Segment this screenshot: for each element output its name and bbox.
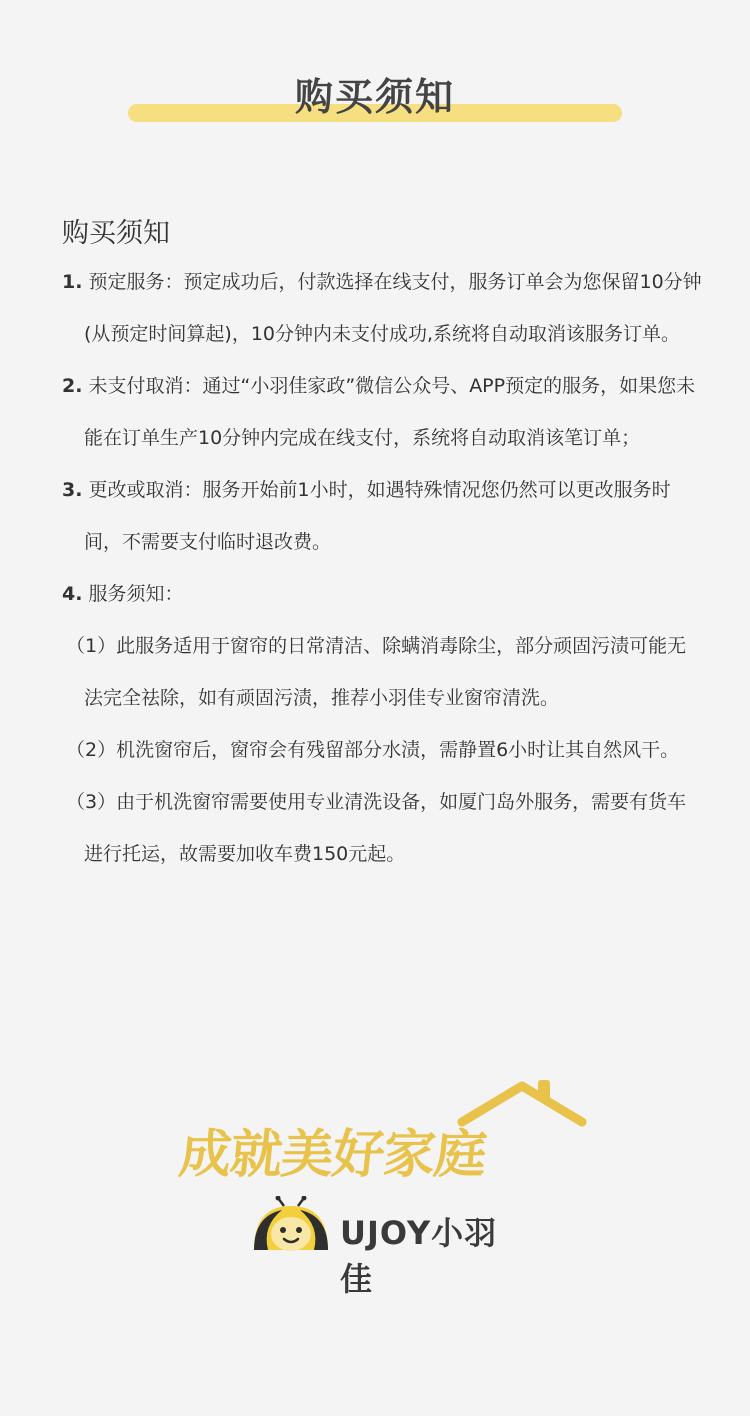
brand-footer bbox=[0, 1078, 750, 1298]
mascot-icon bbox=[248, 1196, 334, 1256]
subitem-text: 由于机洗窗帘需要使用专业清洗设备，如厦门岛外服务，需要有货车进行托运，故需要加收车费150元起。 bbox=[84, 791, 687, 865]
subitem-number: （3） bbox=[66, 791, 117, 813]
item-number: 2. bbox=[62, 375, 83, 397]
page-title: 购买须知 bbox=[294, 75, 455, 119]
brand-logo bbox=[248, 1196, 528, 1298]
notice-heading: 购买须知 bbox=[62, 218, 170, 249]
notice-content bbox=[62, 212, 702, 880]
slogan-logo bbox=[172, 1078, 582, 1188]
notice-item bbox=[62, 568, 702, 620]
notice-subitem bbox=[62, 776, 702, 880]
item-text: 服务须知： bbox=[88, 583, 184, 605]
subitem-number: （1） bbox=[66, 635, 117, 657]
subitem-number: （2） bbox=[66, 739, 117, 761]
item-number: 1. bbox=[62, 271, 83, 293]
brand-slogan: 成就美好家庭 bbox=[176, 1125, 489, 1185]
notice-subitem bbox=[62, 620, 702, 724]
notice-item bbox=[62, 464, 702, 568]
notice-item bbox=[62, 256, 702, 360]
notice-item bbox=[62, 360, 702, 464]
item-number: 4. bbox=[62, 583, 83, 605]
subitem-text: 机洗窗帘后，窗帘会有残留部分水渍，需静置6小时让其自然风干。 bbox=[116, 739, 680, 761]
item-text: 预定服务：预定成功后，付款选择在线支付，服务订单会为您保留10分钟(从预定时间算起)，10分钟内未支付成功,系统将自动取消该服务订单。 bbox=[84, 271, 702, 345]
brand-name: UJOY小羽佳 bbox=[340, 1214, 498, 1298]
item-text: 未支付取消：通过“小羽佳家政”微信公众号、APP预定的服务，如果您未能在订单生产10分钟内完成在线支付，系统将自动取消该笔订单； bbox=[84, 375, 696, 449]
item-number: 3. bbox=[62, 479, 83, 501]
item-text: 更改或取消：服务开始前1小时，如遇特殊情况您仍然可以更改服务时间，不需要支付临时退改费。 bbox=[84, 479, 671, 553]
notice-subitem bbox=[62, 724, 702, 776]
subitem-text: 此服务适用于窗帘的日常清洁、除螨消毒除尘，部分顽固污渍可能无法完全祛除，如有顽固污渍，推荐小羽佳专业窗帘清洗。 bbox=[84, 635, 687, 709]
page-header bbox=[0, 0, 750, 140]
